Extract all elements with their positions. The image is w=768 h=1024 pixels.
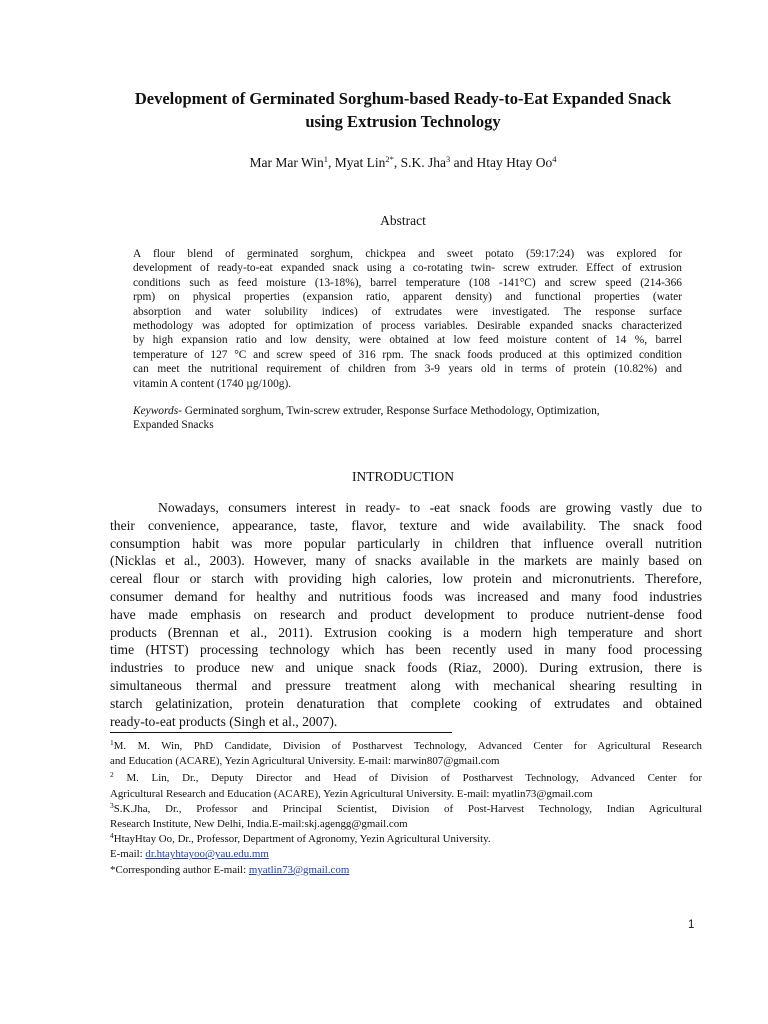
section-heading-introduction: INTRODUCTION: [352, 469, 454, 484]
footnote-line: Agricultural Research and Education (ACARE), Yezin Agricultural University. E-mail: myatlin73@gmail.com: [110, 787, 593, 800]
paragraph-line: have made emphasis on research and product development to produce nutrient-dense food: [110, 606, 702, 622]
footnote-line: and Education (ACARE), Yezin Agricultural University. E-mail: marwin807@gmail.com: [110, 755, 500, 768]
footnote-divider: [110, 732, 452, 733]
paragraph-line: simultaneous thermal and pressure treatment along with mechanical shearing resulting in: [110, 677, 702, 693]
footnote-marker: 4: [110, 831, 114, 841]
author-separator: and: [450, 155, 477, 170]
footnote-line: E-mail: dr.htayhtayoo@yau.edu.mm: [110, 848, 269, 861]
author-separator: ,: [393, 155, 401, 170]
email-link[interactable]: dr.htayhtayoo@yau.edu.mm: [145, 848, 269, 861]
paragraph-line: starch gelatinization, protein denaturation that complete cooking of extrudates and obtained: [110, 695, 702, 711]
footnote-line: $^4$HtayHtay Oo, Dr., Professor, Department of Agronomy, Yezin Agricultural University.: [110, 831, 491, 846]
abstract-heading: Abstract: [380, 213, 426, 228]
paragraph-line: Nowadays, consumers interest in ready- to -eat snack foods are growing vastly due to: [158, 500, 702, 515]
abstract-line: absorption and water solubility indices) of extrudates were investigated. The response surface: [133, 305, 682, 318]
paper-title: [100, 87, 706, 133]
author-name: S.K. Jha: [400, 155, 446, 170]
author-name: Myat Lin: [334, 155, 386, 170]
paragraph-line: consumer demand for healthy and nutritious foods was increased and many food industries: [110, 588, 702, 604]
email-link[interactable]: myatlin73@gmail.com: [248, 863, 350, 876]
paragraph-line: industries to produce new and unique snack foods (Riaz, 2000). During extrusion, there is: [110, 660, 702, 676]
footnote-line: $^2$ M. Lin, Dr., Deputy Director and Head of Division of Postharvest Technology, Advanced Center for: [110, 770, 702, 785]
footnote-marker: 1: [110, 738, 114, 747]
abstract-line: development of ready-to-eat expanded snack using a co-rotating twin- screw extruder. Effect of extrusion: [133, 262, 682, 275]
paragraph-line: products (Brennan et al., 2011). Extrusion cooking is a modern high temperature and short: [110, 624, 702, 640]
abstract-line: by high expansion ratio and low density, were obtained at low feed moisture content of 14 %, barrel: [133, 334, 682, 347]
footnote-marker: 3: [110, 800, 114, 810]
author-name: Mar Mar Win: [249, 155, 324, 170]
keywords-text: Germinated sorghum, Twin-screw extruder, Response Surface Methodology, Optimization,: [181, 405, 600, 417]
page-number: 1: [688, 919, 695, 931]
keywords: [133, 404, 682, 433]
author-affiliation-marker: 2*: [385, 154, 394, 164]
footnotes: [110, 739, 702, 878]
paragraph-line: cereal flour or starch with providing high calories, low protein and micronutrients. Therefore,: [110, 571, 702, 587]
author-affiliation-marker: 1: [323, 154, 328, 164]
paragraph-line: their convenience, appearance, taste, flavor, texture and wide availability. The snack food: [110, 517, 702, 533]
keywords-text: Expanded Snacks: [133, 419, 214, 432]
abstract-line: temperature of 127 °C and screw speed of 316 rpm. The snack foods produced at this optimized condition: [133, 348, 682, 361]
paragraph-line: (Nicklas et al., 2003). However, many of snacks available in the markets are mainly based on: [110, 553, 702, 569]
footnote-line: Research Institute, New Delhi, India.E-mail:skj.agengg@gmail.com: [110, 818, 408, 831]
footnote-line: $^1$M. M. Win, PhD Candidate, Division of Postharvest Technology, Advanced Center for Agricultural Research: [110, 738, 702, 752]
footnote-marker: 2: [110, 770, 114, 780]
author-name: Htay Htay Oo: [476, 155, 553, 170]
paragraph-line: ready-to-eat products (Singh et al., 2007).: [110, 713, 338, 729]
abstract-text: [133, 247, 682, 391]
title-line: using Extrusion Technology: [305, 112, 501, 131]
author-affiliation-marker: 4: [552, 154, 557, 164]
introduction-paragraph: [110, 499, 702, 730]
author-list: [100, 154, 706, 172]
abstract-line: vitamin A content (1740 µg/100g).: [133, 377, 292, 390]
footnote-line: $^3$S.K.Jha, Dr., Professor and Principal Scientist, Division of Post-Harvest Technology, Indian Agricultural: [110, 800, 702, 815]
abstract-line: A flour blend of germinated sorghum, chickpea and sweet potato (59:17:24) was explored for: [133, 248, 682, 260]
author-separator: ,: [327, 155, 335, 170]
footnote-line: *Corresponding author E-mail: myatlin73@gmail.com: [110, 863, 350, 876]
keywords-label: Keywords-: [133, 405, 182, 417]
abstract-line: conditions such as feed moisture (13-18%), barrel temperature (108 -141°C) and screw speed (214-366: [133, 276, 682, 289]
abstract-line: methodology was adopted for optimization of process variables. Desirable expanded snacks characterized: [133, 320, 682, 333]
author-affiliation-marker: 3: [445, 154, 451, 164]
paragraph-line: time (HTST) processing technology which has been recently used in many food processing: [110, 642, 702, 658]
title-line: Development of Germinated Sorghum-based Ready-to-Eat Expanded Snack: [134, 89, 672, 108]
abstract-line: rpm) on physical properties (expansion ratio, apparent density) and functional properties (water: [133, 291, 682, 304]
paragraph-line: consumption habit was more popular particularly in children that influence overall nutrition: [110, 535, 702, 551]
abstract-line: can meet the nutritional requirement of children from 3-9 years old in terms of protein (10.82%) and: [133, 363, 682, 376]
